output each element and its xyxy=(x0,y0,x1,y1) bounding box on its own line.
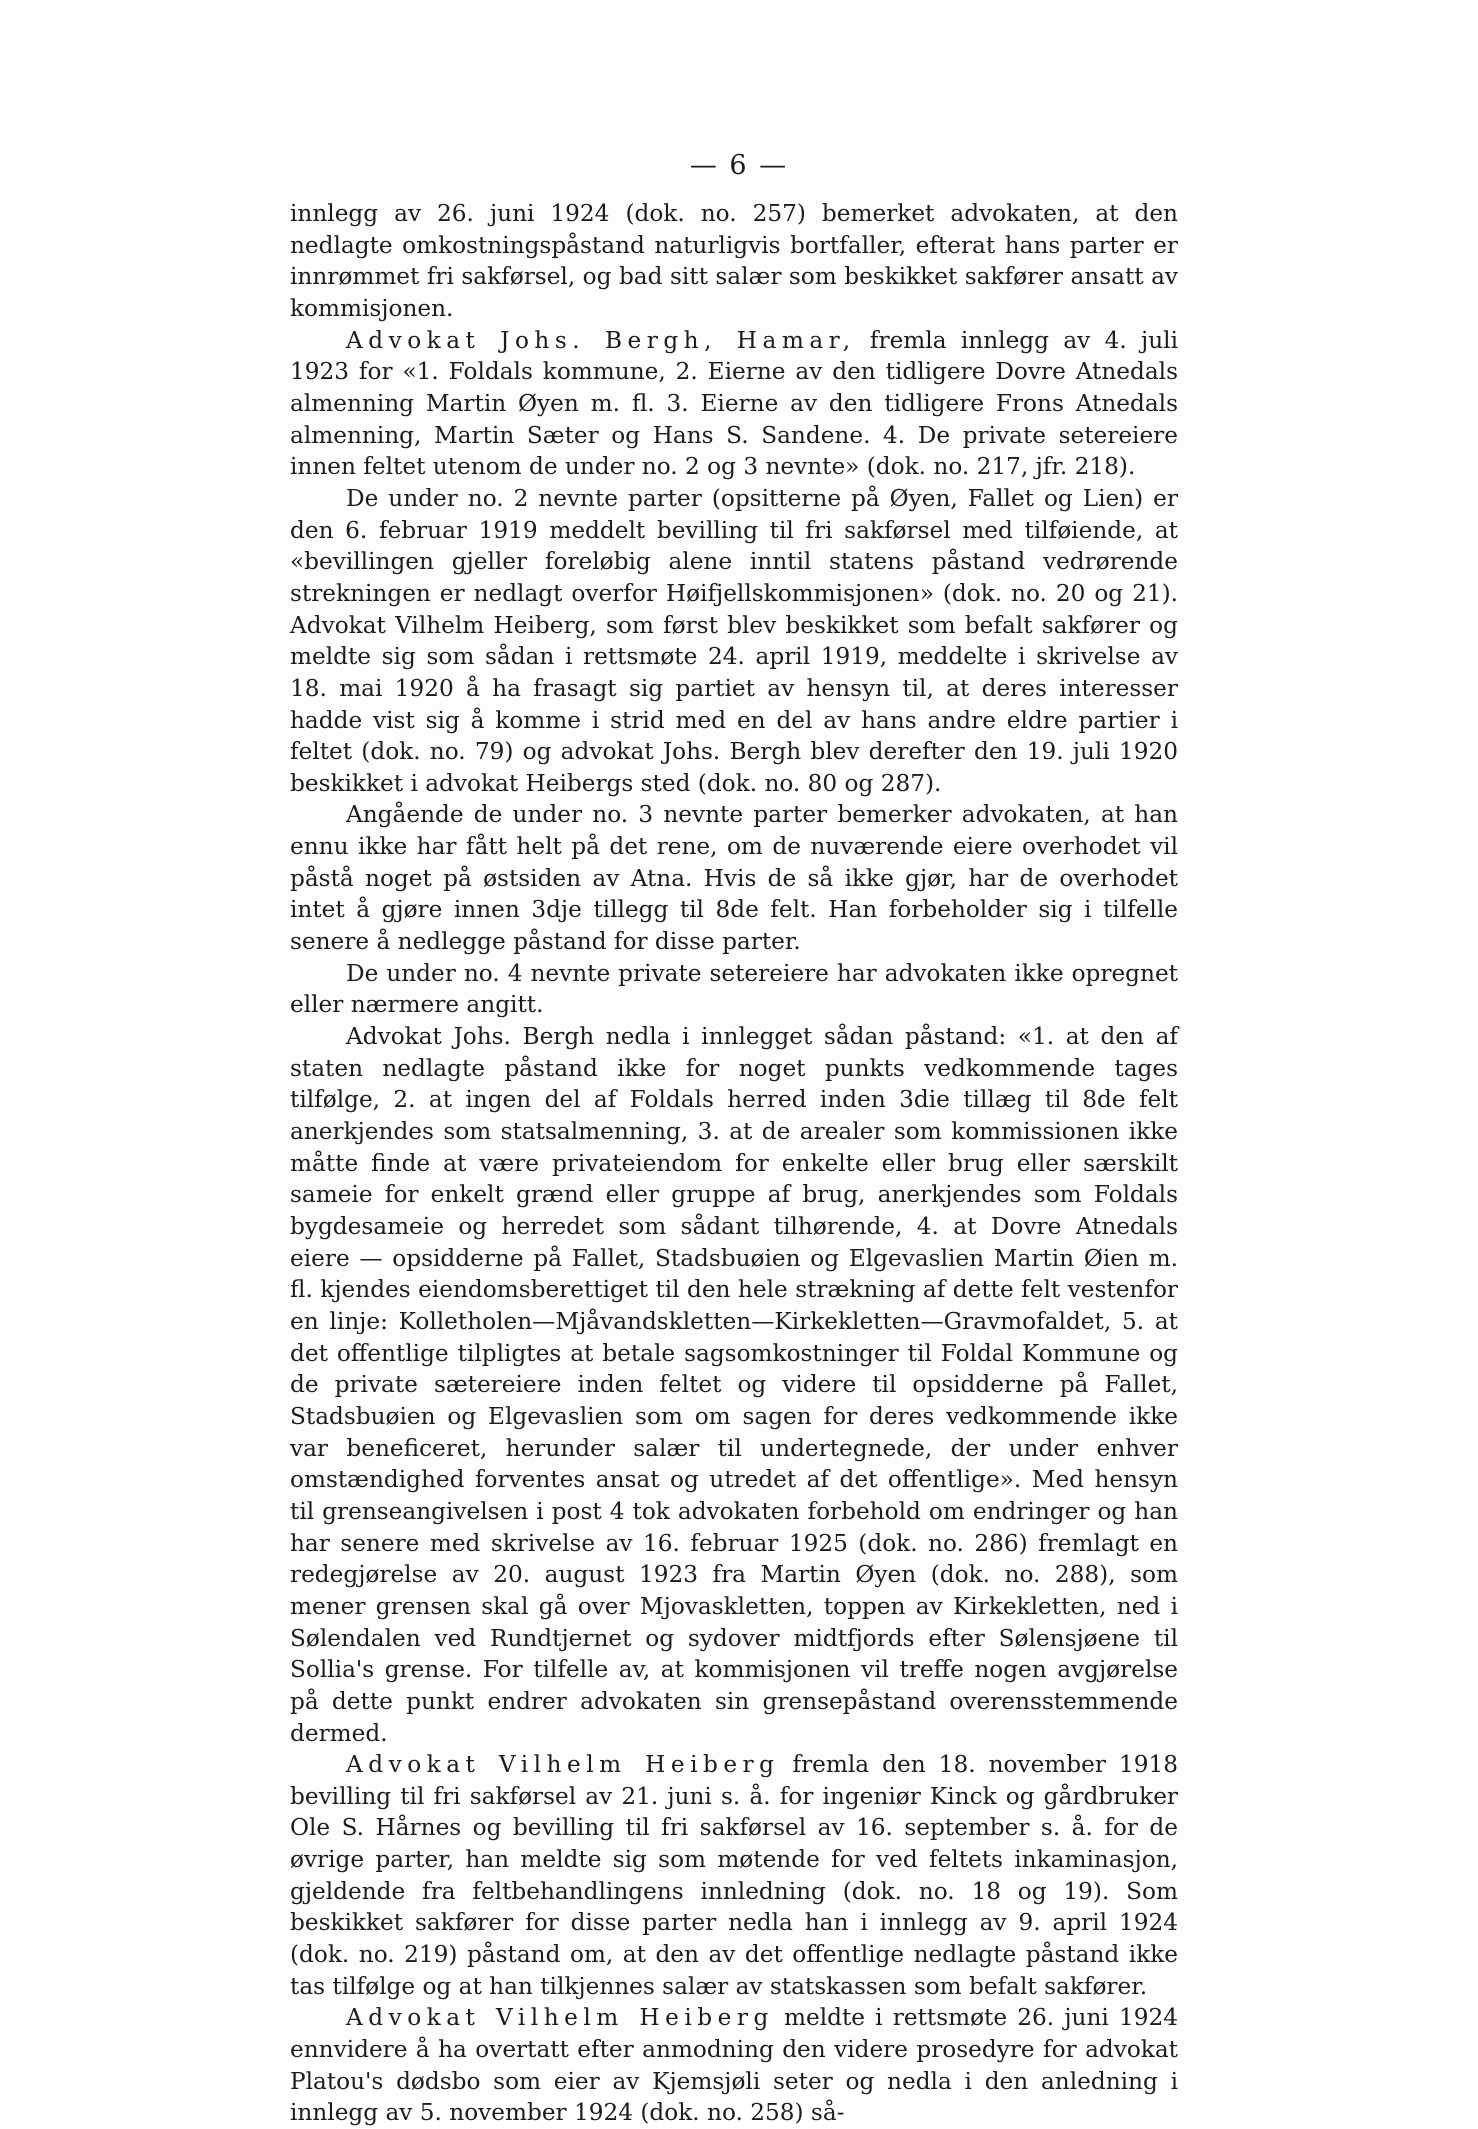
paragraph-4: Angående de under no. 3 nevnte parter bemerker advokaten, at han ennu ikke har fått helt på det rene, om de nuværende eiere overhodet vil påstå noget på østsiden av Atna. Hvis de så ikke gjør, har de overhodet intet å gjøre innen 3dje tillegg til 8de felt. Han forbeholder sig i tilfelle senere å nedlegge påstand for disse parter. xyxy=(290,801,1178,956)
paragraph-7-text: fremla den 18. november 1918 bevilling til fri sakførsel av 21. juni s. å. for ingeniør Kinck og gårdbruker Ole S. Hårnes og bevilling til fri sakførsel av 16. september s. å. for de øvrige parter, han meldte sig som møtende for ved feltets inkaminasjon, gjeldende fra feltbehandlingens innledning (dok. no. 18 og 19). Som beskikket sakfører for disse parter nedla han i innlegg av 9. april 1924 (dok. no. 219) påstand om, at den av det offentlige nedlagte påstand ikke tas tilfølge og at han tilkjennes salær av statskassen som befalt sakfører. xyxy=(290,1751,1178,2000)
paragraph-5: De under no. 4 nevnte private setereiere har advokaten ikke opregnet eller nærmere angitt. xyxy=(290,959,1178,1019)
page-number: — 6 — xyxy=(689,150,789,181)
paragraph-7 xyxy=(290,1749,1178,2002)
paragraph-8-text: meldte i rettsmøte 26. juni 1924 ennvidere å ha overtatt efter anmodning den videre prosedyre for advokat Platou's dødsbo som eier av Kjemsjøli seter og nedla i den anledning i innlegg av 5. november 1924 (dok. no. 258) så- xyxy=(290,2004,1178,2127)
paragraph-8 xyxy=(290,2002,1178,2129)
paragraph-3: De under no. 2 nevnte parter (opsitterne på Øyen, Fallet og Lien) er den 6. februar 1919 meddelt bevilling til fri sakførsel med tilføiende, at «bevillingen gjeller foreløbig alene inntil statens påstand vedrørende strekningen er nedlagt overfor Høifjellskommisjonen» (dok. no. 20 og 21). Advokat Vilhelm Heiberg, som først blev beskikket som befalt sakfører og meldte sig som sådan i rettsmøte 24. april 1919, meddelte i skrivelse av 18. mai 1920 å ha frasagt sig partiet av hensyn til, at deres interesser hadde vist sig å komme i strid med en del av hans andre eldre partier i feltet (dok. no. 79) og advokat Johs. Bergh blev derefter den 19. juli 1920 beskikket i advokat Heibergs sted (dok. no. 80 og 287). xyxy=(290,484,1178,797)
advocate-name: Advokat Johs. Bergh, Hamar, xyxy=(346,326,856,354)
paragraph-6: Advokat Johs. Bergh nedla i innlegget sådan påstand: «1. at den af staten nedlagte påstand ikke for noget punkts vedkommende tages tilfølge, 2. at ingen del af Foldals herred inden 3die tillæg til 8de felt anerkjendes som statsalmenning, 3. at de arealer som kommissionen ikke måtte finde at være privateiendom for enkelte eller brug eller særskilt sameie for enkelt grænd eller gruppe af brug, anerkjendes som Foldals bygdesameie og herredet som sådant tilhørende, 4. at Dovre Atnedals eiere — opsidderne på Fallet, Stadsbuøien og Elgevaslien Martin Øien m. fl. kjendes eiendomsberettiget til den hele strækning af dette felt vestenfor en linje: Kolletholen—Mjåvandskletten—Kirkekletten—Gravmofaldet, 5. at det offentlige tilpligtes at betale sagsomkostninger til Foldal Kommune og de private sætereiere inden feltet og videre til opsidderne på Fallet, Stadsbuøien og Elgevaslien som om sagen for deres vedkommende ikke var beneficeret, herunder salær til undertegnede, der under enhver omstændighed forventes ansat og utredet af det offentlige». Med hensyn til grenseangivelsen i post 4 tok advokaten forbehold om endringer og han har senere med skrivelse av 16. februar 1925 (dok. no. 286) fremlagt en redegjørelse av 20. august 1923 fra Martin Øyen (dok. no. 288), som mener grensen skal gå over Mjovaskletten, toppen av Kirkekletten, ned i Sølendalen ved Rundtjernet og sydover midtfjords efter Sølensjøene til Sollia's grense. For tilfelle av, at kommisjonen vil treffe nogen avgjørelse på dette punkt endrer advokaten sin grensepåstand overensstemmende dermed. xyxy=(290,1023,1178,1747)
paragraph-2-text: fremla innlegg av 4. juli 1923 for «1. Foldals kommune, 2. Eierne av den tidligere Dovre Atnedals almenning Martin Øyen m. fl. 3. Eierne av den tidligere Frons Atnedals almenning, Martin Sæter og Hans S. Sandene. 4. De private setereiere innen feltet utenom de under no. 2 og 3 nevnte» (dok. no. 217, jfr. 218). xyxy=(290,326,1178,481)
advocate-name: Advokat Vilhelm Heiberg xyxy=(346,2004,774,2032)
advocate-name: Advokat Vilhelm Heiberg xyxy=(346,1751,780,1779)
body-text xyxy=(290,198,1178,2129)
paragraph-1: innlegg av 26. juni 1924 (dok. no. 257) bemerket advokaten, at den nedlagte omkostningspåstand naturligvis bortfaller, efterat hans parter er innrømmet fri sakførsel, og bad sitt salær som beskikket sakfører ansatt av kommisjonen. xyxy=(290,200,1178,322)
paragraph-2 xyxy=(290,325,1178,483)
